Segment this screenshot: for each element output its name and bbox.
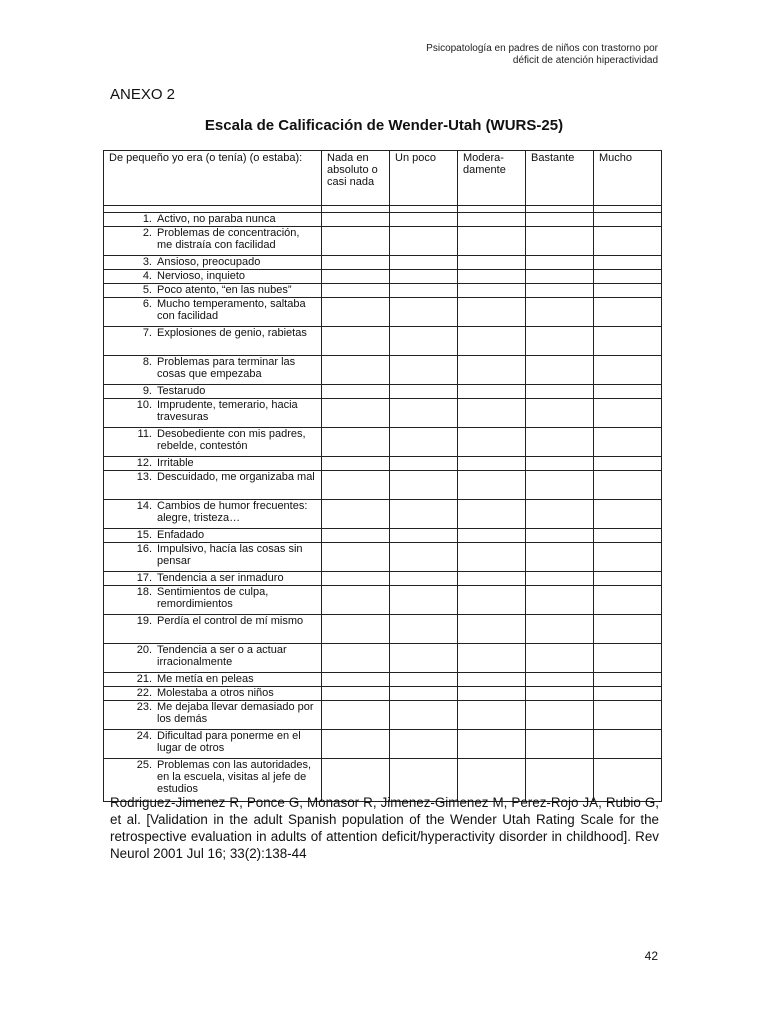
- table-row: [104, 644, 662, 673]
- rating-cell-nada[interactable]: [322, 399, 390, 428]
- item-number: 3.: [142, 256, 152, 268]
- table-row: [104, 213, 662, 227]
- table-row: [104, 615, 662, 644]
- rating-cell-un-poco[interactable]: [390, 284, 458, 298]
- rating-cell-mucho[interactable]: [594, 529, 662, 543]
- rating-cell-nada[interactable]: [322, 529, 390, 543]
- item-number: 1.: [142, 213, 152, 225]
- item-cell: [104, 385, 322, 399]
- item-text: Irritable: [157, 457, 194, 469]
- item-cell: [104, 213, 322, 227]
- item-cell: [104, 586, 322, 615]
- rating-cell-moderadamente[interactable]: [458, 284, 526, 298]
- rating-cell-moderadamente[interactable]: [458, 356, 526, 385]
- running-header-line-1: Psicopatología en padres de niños con trastorno por: [426, 43, 658, 54]
- spacer-cell: [390, 206, 458, 213]
- item-text: Dificultad para ponerme en el lugar de otros: [157, 730, 301, 754]
- rating-cell-un-poco[interactable]: [390, 701, 458, 730]
- rating-cell-bastante[interactable]: [526, 615, 594, 644]
- item-number: 13.: [136, 471, 152, 483]
- item-number: 16.: [136, 543, 152, 555]
- rating-cell-moderadamente[interactable]: [458, 730, 526, 759]
- item-text: Problemas para terminar las cosas que empezaba: [157, 356, 296, 380]
- rating-cell-bastante[interactable]: [526, 284, 594, 298]
- rating-cell-mucho[interactable]: [594, 298, 662, 327]
- rating-cell-moderadamente[interactable]: [458, 529, 526, 543]
- item-text: Poco atento, “en las nubes”: [157, 284, 292, 296]
- item-text: Problemas con las autoridades, en la escuela, visitas al jefe de estudios: [157, 759, 312, 795]
- rating-cell-un-poco[interactable]: [390, 572, 458, 586]
- item-number: 22.: [136, 687, 152, 699]
- item-number: 10.: [136, 399, 152, 411]
- rating-cell-bastante[interactable]: [526, 586, 594, 615]
- rating-cell-un-poco[interactable]: [390, 529, 458, 543]
- rating-cell-bastante[interactable]: [526, 673, 594, 687]
- rating-cell-bastante[interactable]: [526, 701, 594, 730]
- item-text: Sentimientos de culpa, remordimientos: [157, 586, 269, 610]
- table-row: [104, 500, 662, 529]
- rating-cell-nada[interactable]: [322, 256, 390, 270]
- item-cell: [104, 270, 322, 284]
- citation-reference: Rodriguez-Jimenez R, Ponce G, Monasor R, Jimenez-Gimenez M, Perez-Rojo JA, Rubio G, et al. [Validation in the adult Spanish population of the Wender Utah Rating Scale for the retrospective evaluation in adults of attention deficit/hyperactivity disorder in childhood]. Rev Neurol 2001 Jul 16; 33(2):138-44: [110, 795, 659, 861]
- item-number: 18.: [136, 586, 152, 598]
- rating-cell-mucho[interactable]: [594, 428, 662, 457]
- item-cell: [104, 227, 322, 256]
- item-text: Me dejaba llevar demasiado por los demás: [157, 701, 314, 725]
- rating-cell-nada[interactable]: [322, 543, 390, 572]
- column-header-mucho: Mucho: [594, 151, 662, 206]
- rating-cell-mucho[interactable]: [594, 471, 662, 500]
- rating-cell-nada[interactable]: [322, 327, 390, 356]
- rating-cell-nada[interactable]: [322, 385, 390, 399]
- rating-cell-mucho[interactable]: [594, 615, 662, 644]
- rating-cell-moderadamente[interactable]: [458, 543, 526, 572]
- rating-cell-mucho[interactable]: [594, 701, 662, 730]
- rating-cell-bastante[interactable]: [526, 730, 594, 759]
- rating-cell-mucho[interactable]: [594, 356, 662, 385]
- item-cell: [104, 256, 322, 270]
- running-header: [426, 43, 658, 67]
- item-number: 24.: [136, 730, 152, 742]
- rating-cell-moderadamente[interactable]: [458, 572, 526, 586]
- rating-cell-bastante[interactable]: [526, 428, 594, 457]
- item-number: 4.: [142, 270, 152, 282]
- item-text: Tendencia a ser inmaduro: [157, 572, 284, 584]
- item-cell: [104, 471, 322, 500]
- rating-cell-nada[interactable]: [322, 284, 390, 298]
- item-number: 15.: [136, 529, 152, 541]
- rating-cell-un-poco[interactable]: [390, 730, 458, 759]
- rating-cell-moderadamente[interactable]: [458, 399, 526, 428]
- rating-cell-bastante[interactable]: [526, 457, 594, 471]
- item-cell: [104, 327, 322, 356]
- table-row: [104, 399, 662, 428]
- rating-cell-nada[interactable]: [322, 615, 390, 644]
- item-text: Enfadado: [157, 529, 205, 541]
- item-cell: [104, 687, 322, 701]
- table-spacer-row: [104, 206, 662, 213]
- item-cell: [104, 615, 322, 644]
- rating-cell-un-poco[interactable]: [390, 385, 458, 399]
- item-number: 5.: [142, 284, 152, 296]
- rating-cell-moderadamente[interactable]: [458, 298, 526, 327]
- rating-cell-nada[interactable]: [322, 213, 390, 227]
- wurs-table: [103, 150, 662, 802]
- scale-title: Escala de Calificación de Wender-Utah (WURS-25): [204, 117, 564, 134]
- table-row: [104, 298, 662, 327]
- table-row: [104, 356, 662, 385]
- table-row: [104, 673, 662, 687]
- rating-cell-nada[interactable]: [322, 644, 390, 673]
- item-text: Activo, no paraba nunca: [157, 213, 276, 225]
- item-text: Impulsivo, hacía las cosas sin pensar: [157, 543, 303, 567]
- rating-cell-moderadamente[interactable]: [458, 687, 526, 701]
- item-text: Tendencia a ser o a actuar irracionalmente: [157, 644, 287, 668]
- item-number: 20.: [136, 644, 152, 656]
- rating-cell-nada[interactable]: [322, 356, 390, 385]
- spacer-cell: [594, 206, 662, 213]
- table-row: [104, 457, 662, 471]
- item-text: Desobediente con mis padres, rebelde, contestón: [157, 428, 306, 452]
- rating-cell-bastante[interactable]: [526, 529, 594, 543]
- item-text: Me metía en peleas: [157, 673, 254, 685]
- rating-cell-nada[interactable]: [322, 572, 390, 586]
- rating-cell-bastante[interactable]: [526, 213, 594, 227]
- rating-cell-nada[interactable]: [322, 586, 390, 615]
- table-row: [104, 428, 662, 457]
- rating-cell-un-poco[interactable]: [390, 356, 458, 385]
- rating-cell-mucho[interactable]: [594, 500, 662, 529]
- rating-cell-moderadamente[interactable]: [458, 644, 526, 673]
- column-header-nada: Nada en absoluto o casi nada: [322, 151, 390, 206]
- rating-cell-nada[interactable]: [322, 701, 390, 730]
- rating-cell-nada[interactable]: [322, 227, 390, 256]
- table-row: [104, 543, 662, 572]
- rating-cell-un-poco[interactable]: [390, 673, 458, 687]
- rating-cell-nada[interactable]: [322, 298, 390, 327]
- rating-cell-bastante[interactable]: [526, 644, 594, 673]
- item-number: 2.: [142, 227, 152, 239]
- rating-cell-nada[interactable]: [322, 428, 390, 457]
- rating-cell-bastante[interactable]: [526, 356, 594, 385]
- column-header-statement: De pequeño yo era (o tenía) (o estaba):: [104, 151, 322, 206]
- rating-cell-mucho[interactable]: [594, 284, 662, 298]
- rating-cell-moderadamente[interactable]: [458, 615, 526, 644]
- rating-cell-nada[interactable]: [322, 673, 390, 687]
- rating-cell-bastante[interactable]: [526, 500, 594, 529]
- item-cell: [104, 500, 322, 529]
- rating-cell-bastante[interactable]: [526, 399, 594, 428]
- rating-cell-nada[interactable]: [322, 500, 390, 529]
- table-header-row: [104, 151, 662, 206]
- item-text: Ansioso, preocupado: [157, 256, 261, 268]
- item-cell: [104, 298, 322, 327]
- item-cell: [104, 572, 322, 586]
- rating-cell-un-poco[interactable]: [390, 256, 458, 270]
- item-number: 19.: [136, 615, 152, 627]
- rating-cell-bastante[interactable]: [526, 298, 594, 327]
- rating-cell-mucho[interactable]: [594, 256, 662, 270]
- item-cell: [104, 399, 322, 428]
- annex-label: ANEXO 2: [110, 86, 176, 103]
- item-cell: [104, 356, 322, 385]
- rating-cell-un-poco[interactable]: [390, 500, 458, 529]
- item-number: 21.: [136, 673, 152, 685]
- item-number: 11.: [137, 428, 152, 440]
- rating-cell-mucho[interactable]: [594, 457, 662, 471]
- rating-cell-moderadamente[interactable]: [458, 327, 526, 356]
- item-number: 17.: [136, 572, 152, 584]
- spacer-cell: [104, 206, 322, 213]
- table-row: [104, 687, 662, 701]
- rating-cell-un-poco[interactable]: [390, 327, 458, 356]
- item-number: 12.: [136, 457, 152, 469]
- rating-cell-moderadamente[interactable]: [458, 701, 526, 730]
- item-cell: [104, 284, 322, 298]
- rating-cell-bastante[interactable]: [526, 227, 594, 256]
- item-number: 9.: [142, 385, 152, 397]
- table-row: [104, 270, 662, 284]
- item-text: Perdía el control de mí mismo: [157, 615, 304, 627]
- rating-cell-mucho[interactable]: [594, 730, 662, 759]
- rating-cell-bastante[interactable]: [526, 256, 594, 270]
- rating-cell-mucho[interactable]: [594, 572, 662, 586]
- rating-cell-bastante[interactable]: [526, 471, 594, 500]
- table-row: [104, 529, 662, 543]
- rating-cell-bastante[interactable]: [526, 270, 594, 284]
- rating-cell-mucho[interactable]: [594, 270, 662, 284]
- running-header-line-2: déficit de atención hiperactividad: [512, 55, 658, 66]
- rating-cell-mucho[interactable]: [594, 673, 662, 687]
- rating-cell-un-poco[interactable]: [390, 227, 458, 256]
- rating-cell-un-poco[interactable]: [390, 399, 458, 428]
- rating-cell-un-poco[interactable]: [390, 687, 458, 701]
- item-cell: [104, 644, 322, 673]
- rating-cell-mucho[interactable]: [594, 213, 662, 227]
- column-header-moderadamente: Modera-damente: [458, 151, 526, 206]
- rating-cell-moderadamente[interactable]: [458, 213, 526, 227]
- item-text: Testarudo: [157, 385, 206, 397]
- item-cell: [104, 701, 322, 730]
- item-number: 7.: [142, 327, 152, 339]
- item-text: Imprudente, temerario, hacia travesuras: [157, 399, 298, 423]
- rating-cell-mucho[interactable]: [594, 227, 662, 256]
- rating-cell-un-poco[interactable]: [390, 543, 458, 572]
- rating-cell-moderadamente[interactable]: [458, 428, 526, 457]
- item-number: 14.: [136, 500, 152, 512]
- rating-cell-nada[interactable]: [322, 457, 390, 471]
- item-number: 8.: [142, 356, 152, 368]
- table-row: [104, 471, 662, 500]
- rating-cell-nada[interactable]: [322, 687, 390, 701]
- rating-cell-moderadamente[interactable]: [458, 471, 526, 500]
- spacer-cell: [458, 206, 526, 213]
- rating-cell-moderadamente[interactable]: [458, 673, 526, 687]
- rating-cell-mucho[interactable]: [594, 586, 662, 615]
- rating-cell-moderadamente[interactable]: [458, 256, 526, 270]
- rating-cell-nada[interactable]: [322, 471, 390, 500]
- rating-cell-un-poco[interactable]: [390, 213, 458, 227]
- table-body: [104, 206, 662, 802]
- item-number: 23.: [136, 701, 152, 713]
- rating-cell-moderadamente[interactable]: [458, 500, 526, 529]
- item-text: Mucho temperamento, saltaba con facilidad: [157, 298, 306, 322]
- rating-cell-un-poco[interactable]: [390, 615, 458, 644]
- rating-cell-bastante[interactable]: [526, 572, 594, 586]
- item-text: Nervioso, inquieto: [157, 270, 246, 282]
- table-row: [104, 227, 662, 256]
- table-row: [104, 701, 662, 730]
- rating-cell-moderadamente[interactable]: [458, 586, 526, 615]
- rating-cell-un-poco[interactable]: [390, 457, 458, 471]
- rating-cell-nada[interactable]: [322, 730, 390, 759]
- rating-cell-mucho[interactable]: [594, 399, 662, 428]
- rating-cell-un-poco[interactable]: [390, 270, 458, 284]
- rating-cell-moderadamente[interactable]: [458, 270, 526, 284]
- rating-cell-moderadamente[interactable]: [458, 227, 526, 256]
- item-number: 25.: [136, 759, 152, 771]
- rating-cell-un-poco[interactable]: [390, 298, 458, 327]
- rating-cell-nada[interactable]: [322, 270, 390, 284]
- table-row: [104, 586, 662, 615]
- table-row: [104, 572, 662, 586]
- item-cell: [104, 529, 322, 543]
- item-cell: [104, 428, 322, 457]
- rating-cell-bastante[interactable]: [526, 687, 594, 701]
- spacer-cell: [322, 206, 390, 213]
- rating-cell-bastante[interactable]: [526, 385, 594, 399]
- rating-cell-mucho[interactable]: [594, 644, 662, 673]
- rating-cell-mucho[interactable]: [594, 385, 662, 399]
- rating-cell-bastante[interactable]: [526, 327, 594, 356]
- item-cell: [104, 673, 322, 687]
- rating-cell-un-poco[interactable]: [390, 471, 458, 500]
- item-cell: [104, 543, 322, 572]
- spacer-cell: [526, 206, 594, 213]
- table-row: [104, 730, 662, 759]
- item-text: Molestaba a otros niños: [157, 687, 274, 699]
- table-row: [104, 256, 662, 270]
- rating-cell-moderadamente[interactable]: [458, 457, 526, 471]
- rating-cell-un-poco[interactable]: [390, 586, 458, 615]
- rating-cell-bastante[interactable]: [526, 543, 594, 572]
- column-header-un-poco: Un poco: [390, 151, 458, 206]
- rating-cell-un-poco[interactable]: [390, 428, 458, 457]
- item-cell: [104, 457, 322, 471]
- column-header-bastante: Bastante: [526, 151, 594, 206]
- rating-cell-mucho[interactable]: [594, 543, 662, 572]
- rating-cell-mucho[interactable]: [594, 327, 662, 356]
- rating-cell-un-poco[interactable]: [390, 644, 458, 673]
- item-text: Problemas de concentración, me distraía con facilidad: [157, 227, 300, 251]
- table-row: [104, 327, 662, 356]
- item-text: Explosiones de genio, rabietas: [157, 327, 307, 339]
- rating-cell-mucho[interactable]: [594, 687, 662, 701]
- item-number: 6.: [142, 298, 152, 310]
- item-cell: [104, 730, 322, 759]
- table-row: [104, 385, 662, 399]
- page-number: 42: [644, 949, 658, 963]
- rating-cell-moderadamente[interactable]: [458, 385, 526, 399]
- item-text: Descuidado, me organizaba mal: [157, 471, 315, 483]
- item-text: Cambios de humor frecuentes: alegre, tristeza…: [157, 500, 308, 524]
- table-row: [104, 284, 662, 298]
